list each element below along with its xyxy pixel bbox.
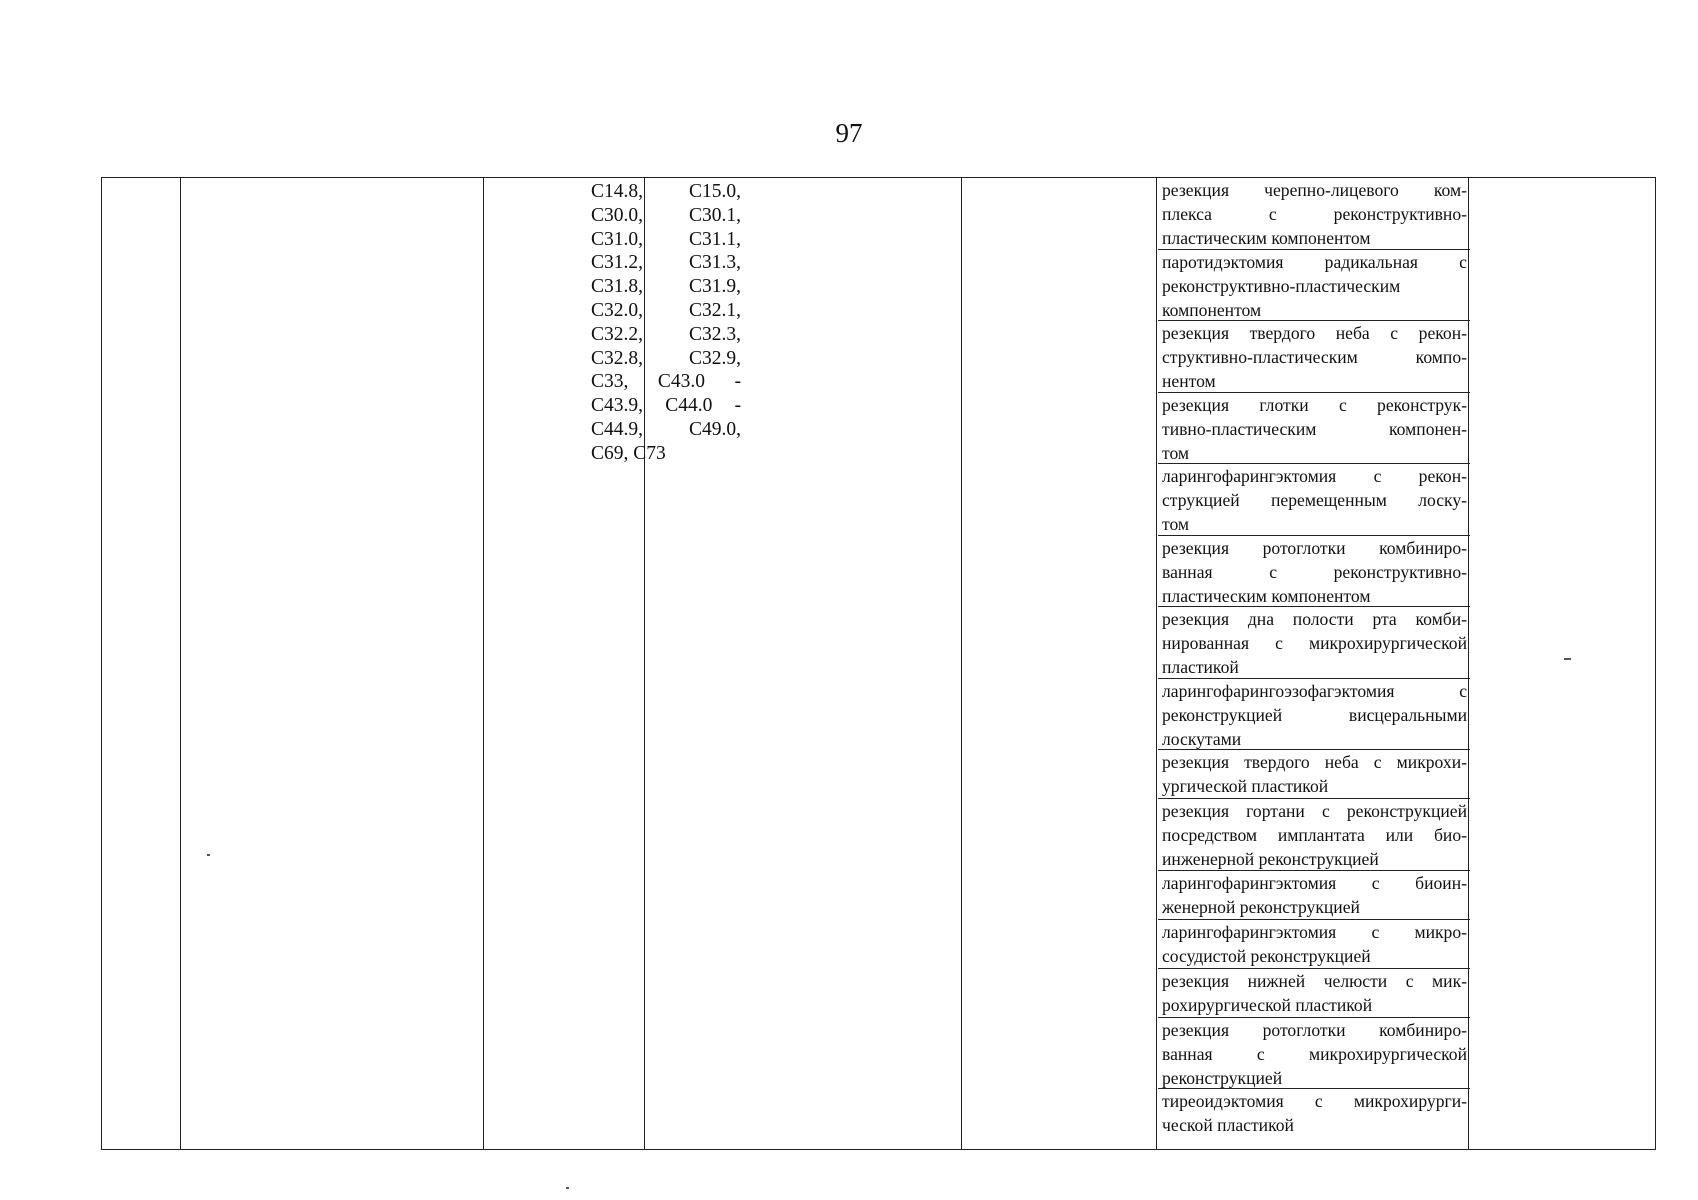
method-word: сосудистой реконструкцией [1162, 945, 1371, 966]
method-text-line [1162, 512, 1467, 536]
method-cell [1158, 969, 1470, 1018]
method-text-line [1162, 727, 1467, 751]
method-text-line [1162, 393, 1467, 417]
method-word: с [1405, 970, 1414, 991]
method-word: резекция [1162, 537, 1230, 558]
method-word: с [1390, 323, 1399, 343]
method-text-line [1162, 345, 1467, 369]
method-word: посредством [1162, 825, 1258, 846]
method-word: с [1256, 1043, 1265, 1064]
method-text-line [1162, 202, 1467, 226]
method-word: гортани [1246, 801, 1305, 821]
method-word: реконструкцией [1346, 801, 1467, 821]
code-token: C15.0, [688, 181, 741, 202]
scan-speck [566, 1187, 569, 1189]
method-word: висцеральными [1348, 704, 1467, 725]
method-word: с [1459, 251, 1467, 272]
method-word: ларингофарингоэзофагэктомия [1162, 680, 1395, 701]
page-number: 97 [835, 118, 863, 148]
column-divider [483, 178, 484, 1149]
code-line [591, 251, 741, 275]
method-text-line [1162, 274, 1467, 298]
code-token: C43.9, [591, 395, 644, 417]
code-token: C30.0, [591, 204, 644, 226]
method-word: рекон- [1418, 323, 1467, 343]
method-word: комбиниро- [1379, 537, 1467, 558]
method-text-line [1162, 560, 1467, 584]
method-word: био- [1433, 825, 1467, 846]
method-word: резекция [1162, 752, 1230, 772]
method-text-line [1162, 1042, 1467, 1066]
code-token: C32.2, [591, 323, 644, 345]
code-line [591, 418, 741, 442]
method-word: перемещенным [1270, 490, 1387, 511]
method-word: ванная [1162, 1043, 1213, 1064]
method-word: мик- [1432, 970, 1467, 991]
code-token: C69, C73 [591, 442, 666, 464]
method-word: нижней [1247, 970, 1306, 991]
method-word: с [1275, 633, 1283, 654]
method-cell [1158, 178, 1470, 250]
method-word: с [1314, 1091, 1323, 1111]
code-line [591, 228, 741, 252]
method-text-line [1162, 1066, 1467, 1090]
method-text-line [1162, 631, 1467, 655]
method-word: рохирургической пластикой [1162, 994, 1373, 1015]
method-word: реконструкцией [1162, 704, 1283, 725]
method-word: том [1162, 514, 1190, 535]
code-token: C31.8, [591, 276, 644, 298]
method-word: резекция [1162, 970, 1230, 991]
method-text-line [1162, 679, 1467, 703]
method-word: микро- [1414, 921, 1467, 942]
method-word: твердого [1244, 752, 1310, 772]
method-text-line [1162, 178, 1467, 202]
code-token: C14.8, [591, 181, 644, 202]
method-text-line [1162, 655, 1467, 679]
method-word: нированная [1162, 633, 1250, 654]
method-word: паротидэктомия [1162, 251, 1284, 272]
method-text-line [1162, 1018, 1467, 1042]
method-word: ческой пластикой [1162, 1115, 1294, 1136]
method-word: структивно-пластическим [1162, 347, 1358, 368]
method-word: резекция [1162, 1019, 1230, 1040]
method-text-line [1162, 895, 1467, 919]
code-token: C32.9, [688, 347, 741, 369]
method-text-line [1162, 871, 1467, 895]
method-text-line [1162, 944, 1467, 968]
method-cell [1158, 393, 1470, 465]
method-word: микрохирургической [1308, 633, 1467, 654]
method-text-line [1162, 369, 1467, 393]
code-token: C49.0, [688, 418, 741, 440]
code-token: C31.3, [688, 252, 741, 274]
method-cell [1158, 920, 1470, 969]
code-line [591, 180, 741, 204]
method-text-line [1162, 417, 1467, 441]
method-word: компонен- [1389, 418, 1467, 439]
method-word: реконструкцией [1162, 1067, 1283, 1088]
method-text-line [1162, 1089, 1467, 1113]
method-word: тивно-пластическим [1162, 418, 1317, 439]
method-text-line [1162, 536, 1467, 560]
method-cell [1158, 536, 1470, 608]
method-word: с [1371, 921, 1380, 942]
method-cell [1158, 871, 1470, 920]
method-word: том [1162, 442, 1190, 463]
method-word: ларингофарингэктомия [1162, 921, 1337, 942]
code-line [591, 394, 741, 418]
method-word: дна [1247, 609, 1275, 629]
method-word: с [1459, 680, 1467, 701]
method-word: реконструк- [1377, 394, 1467, 415]
code-token: C31.0, [591, 228, 644, 250]
method-word: микрохи- [1396, 752, 1467, 772]
method-text-line [1162, 464, 1467, 488]
method-cell [1158, 464, 1470, 536]
method-text-line [1162, 250, 1467, 274]
scan-speck [1564, 658, 1571, 660]
method-word: реконструктивно-пластическим [1162, 275, 1401, 296]
diagnosis-codes-cell [591, 178, 741, 466]
method-word: неба [1324, 752, 1359, 772]
code-token: C33, [591, 371, 629, 393]
method-word: имплантата [1277, 825, 1365, 846]
method-word: пластическим компонентом [1162, 585, 1371, 606]
method-text-line [1162, 823, 1467, 847]
method-word: лоску- [1418, 490, 1467, 511]
method-text-line [1162, 993, 1467, 1017]
column-divider [1156, 178, 1157, 1149]
method-text-line [1162, 774, 1467, 798]
method-text-line [1162, 920, 1467, 944]
method-word: биоин- [1415, 872, 1467, 893]
method-word: с [1371, 872, 1380, 893]
method-cell [1158, 607, 1470, 679]
method-word: ванная [1162, 561, 1213, 582]
code-token: C32.0, [591, 299, 644, 321]
method-word: с [1373, 466, 1382, 486]
method-cell [1158, 1018, 1470, 1090]
code-line [591, 323, 741, 347]
document-table [101, 177, 1656, 1150]
method-word: реконструктивно- [1333, 204, 1467, 225]
code-token: C31.1, [688, 228, 741, 250]
code-token: C31.9, [688, 276, 741, 298]
method-word: неба [1335, 323, 1370, 343]
method-word: полости [1292, 609, 1354, 629]
code-line [591, 347, 741, 371]
code-token: - [734, 371, 741, 393]
method-word: глотки [1259, 394, 1309, 415]
method-text-line [1162, 703, 1467, 727]
method-word: ком- [1433, 180, 1467, 200]
method-word: нентом [1162, 371, 1216, 392]
method-word: пластикой [1162, 657, 1239, 678]
method-word: резекция [1162, 394, 1230, 415]
method-word: с [1269, 561, 1278, 582]
method-text-line [1162, 298, 1467, 322]
method-word: пластическим компонентом [1162, 228, 1371, 249]
code-token: C43.0 [657, 371, 706, 393]
code-token: - [734, 395, 741, 417]
method-word: женерной реконструкцией [1162, 896, 1360, 917]
method-word: радикальная [1324, 251, 1419, 272]
method-word: резекция [1162, 609, 1230, 629]
method-cell [1158, 1089, 1470, 1138]
method-cell [1158, 321, 1470, 393]
method-text-line [1162, 607, 1467, 631]
method-word: инженерной реконструкцией [1162, 849, 1379, 870]
scan-speck [207, 854, 210, 856]
method-text-line [1162, 488, 1467, 512]
code-token: C32.1, [688, 299, 741, 321]
column-divider [961, 178, 962, 1149]
method-word: тиреоидэктомия [1162, 1091, 1284, 1111]
method-text-line [1162, 584, 1467, 608]
method-word: рекон- [1418, 466, 1467, 486]
method-word: лоскутами [1162, 728, 1242, 749]
method-word: микрохирурги- [1353, 1091, 1467, 1111]
method-word: комбиниро- [1379, 1019, 1467, 1040]
method-word: компо- [1415, 347, 1467, 368]
code-token: C44.0 [665, 395, 713, 417]
method-word: твердого [1249, 323, 1316, 343]
method-word: с [1373, 752, 1382, 772]
method-text-line [1162, 799, 1467, 823]
method-word: резекция [1162, 801, 1230, 821]
method-word: резекция [1162, 180, 1230, 200]
method-text-line [1162, 321, 1467, 345]
method-text-line [1162, 226, 1467, 250]
code-line [591, 275, 741, 299]
method-text-line [1162, 750, 1467, 774]
method-cell [1158, 250, 1470, 322]
method-cell [1158, 679, 1470, 751]
code-line [591, 442, 741, 466]
method-text-line [1162, 847, 1467, 871]
code-token: C30.1, [688, 204, 741, 226]
method-word: черепно-лицевого [1264, 180, 1399, 200]
method-word: с [1338, 394, 1347, 415]
method-text-line [1162, 441, 1467, 465]
method-word: с [1268, 204, 1277, 225]
code-token: C32.3, [688, 323, 741, 345]
method-text-line [1162, 1113, 1467, 1137]
method-cell [1158, 750, 1470, 799]
code-line [591, 299, 741, 323]
method-word: ларингофарингэктомия [1162, 872, 1337, 893]
method-word: струкцией [1162, 490, 1240, 511]
method-word: реконструктивно- [1333, 561, 1467, 582]
method-word: ротоглотки [1262, 537, 1346, 558]
method-word: комби- [1415, 609, 1467, 629]
code-line [591, 370, 741, 394]
method-word: рта [1372, 609, 1397, 629]
method-word: микрохирургической [1308, 1043, 1467, 1064]
method-word: или [1385, 825, 1414, 846]
method-word: ургической пластикой [1162, 776, 1329, 797]
method-word: ларингофарингэктомия [1162, 466, 1337, 486]
method-text-line [1162, 969, 1467, 993]
method-word: резекция [1162, 323, 1230, 343]
method-word: ротоглотки [1262, 1019, 1346, 1040]
method-word: плекса [1162, 204, 1212, 225]
method-word: с [1321, 801, 1330, 821]
code-token: C32.8, [591, 347, 644, 369]
method-word: компонентом [1162, 299, 1262, 320]
code-token: C31.2, [591, 252, 644, 274]
code-token: C44.9, [591, 418, 644, 440]
method-word: челюсти [1323, 970, 1388, 991]
method-cell [1158, 799, 1470, 871]
column-divider [180, 178, 181, 1149]
code-line [591, 204, 741, 228]
